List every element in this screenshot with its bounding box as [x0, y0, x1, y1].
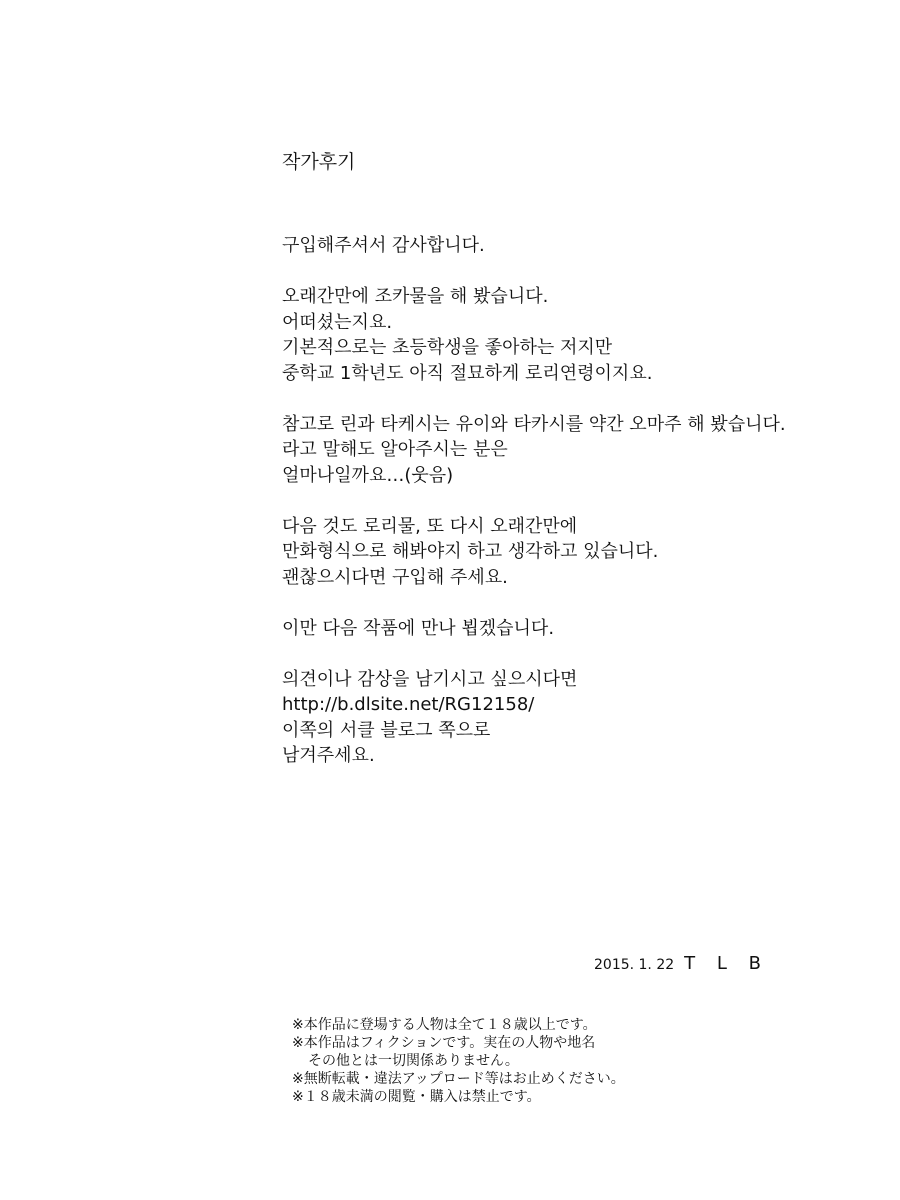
paragraph-gap — [282, 488, 882, 514]
signature — [594, 953, 769, 974]
text-line: 오래간만에 조카물을 해 봤습니다. — [282, 286, 549, 307]
note-minors: ※１８歳未満の閲覧・購入は禁止です。 — [292, 1089, 541, 1105]
text-line: 라고 말해도 알아주시는 분은 — [282, 439, 508, 460]
paragraph-niece-story — [282, 284, 882, 386]
paragraph-gap — [282, 386, 882, 412]
text-line: 괜찮으시다면 구입해 주세요. — [282, 566, 508, 588]
text-line: 이만 다음 작품에 만나 뵙겠습니다. — [282, 617, 555, 639]
text-line: 구입해주셔서 감사합니다. — [282, 235, 485, 256]
text-line: 얼마나일까요…(웃음) — [282, 464, 454, 486]
paragraph-feedback — [282, 667, 882, 769]
paragraph-gap — [282, 259, 882, 285]
text-line: 참고로 린과 타케시는 유이와 타카시를 약간 오마주 해 봤습니다. — [282, 413, 786, 435]
paragraph-gap — [282, 641, 882, 667]
signature-author: T L B — [684, 953, 769, 974]
blog-url: http://b.dlsite.net/RG12158/ — [282, 694, 535, 715]
text-line: 어떠셨는지요. — [282, 311, 393, 333]
note-no-reupload: ※無断転載・違法アップロード等はお止めください。 — [292, 1071, 625, 1087]
text-line: 남겨주세요. — [282, 745, 375, 766]
signature-date: 2015. 1. 22 — [594, 957, 675, 973]
afterword-title: 작가후기 — [282, 151, 356, 173]
text-line: 다음 것도 로리물, 또 다시 오래간만에 — [282, 515, 578, 537]
paragraph-gap — [282, 590, 882, 616]
paragraph-next-work — [282, 514, 882, 591]
paragraph-farewell — [282, 616, 882, 642]
text-line: 이쪽의 서클 블로그 쪽으로 — [282, 719, 491, 741]
text-line: 중학교 1학년도 아직 절묘하게 로리연령이지요. — [282, 362, 653, 384]
paragraph-homage — [282, 412, 882, 489]
note-age: ※本作品に登場する人物は全て１８歳以上です。 — [292, 1017, 597, 1033]
note-fiction: ※本作品はフィクションです。実在の人物や地名 — [292, 1035, 596, 1051]
paragraph-thanks — [282, 233, 882, 259]
legal-notes — [292, 1016, 625, 1106]
text-line: 의견이나 감상을 남기시고 싶으시다면 — [282, 668, 578, 690]
text-line: 만화형식으로 해봐야지 하고 생각하고 있습니다. — [282, 541, 659, 562]
note-fiction-cont: その他とは一切関係ありません。 — [308, 1053, 519, 1069]
afterword-body — [282, 233, 882, 769]
text-line: 기본적으로는 초등학생을 좋아하는 저지만 — [282, 337, 613, 358]
